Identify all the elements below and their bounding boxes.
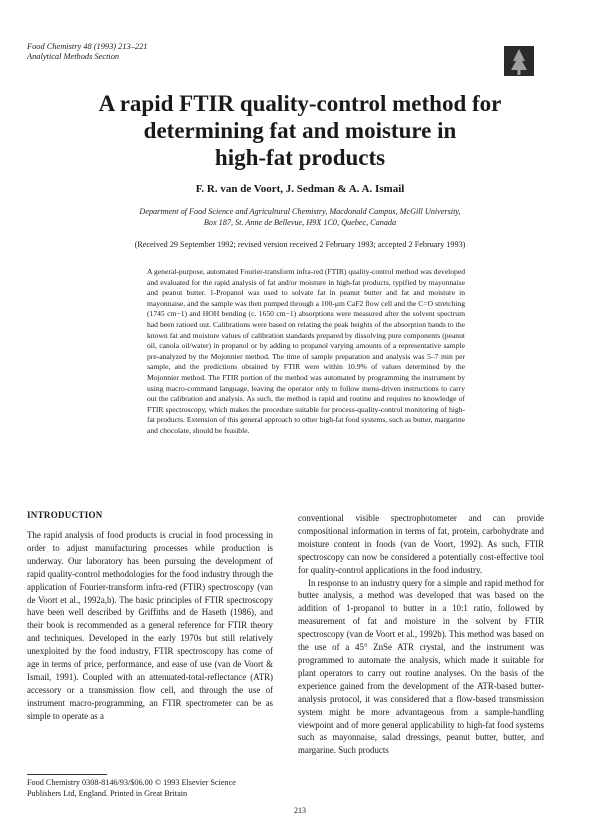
left-column [27,529,273,723]
section-heading-introduction: INTRODUCTION [27,510,103,520]
page-number: 213 [294,806,306,815]
paragraph: conventional visible spectrophotometer and can provide compositional information in terms of fat, protein, carbohydrate and moisture content in foods (van de Voort, 1992). As such, FTIR spectroscopy can now be considered a potentially cost-effective tool for quality-control applications in the food industry. [298,513,544,575]
journal-line-1: Food Chemistry 48 (1993) 213–221 [27,42,148,51]
right-column [298,512,544,757]
authors: F. R. van de Voort, J. Sedman & A. A. Ismail [195,183,405,195]
paragraph: The rapid analysis of food products is crucial in food processing in order to adjust manufacturing processes while production is underway. Our laboratory has been pursuing the development of rapid quality-control methodologies for the food industry through the application of Fourier-transform infra-red (FTIR) spectroscopy (van de Voort et al., 1992a,b). The basic principles of FTIR spectroscopy have been well described by Griffiths and de Haseth (1986), and their book is recommended as a general reference for FTIR theory and techniques. Developed in the early 1970s but still relatively unexploited by the food industry, FTIR spectroscopy has come of age in terms of price, performance, and ease of use (van de Voort & Ismail, 1991). Coupled with an attenuated-total-reflectance (ATR) accessory or a transmission flow cell, and through the use of instrument macro-programming, an FTIR spectrometer can be as simple to operate as a [27,530,273,721]
footnote [27,777,277,799]
title-line-1: A rapid FTIR quality-control method for [98,91,502,116]
article-title [0,90,600,171]
affiliation [60,207,540,228]
footnote-line-2: Publishers Ltd, England. Printed in Great Britain [27,789,188,798]
title-line-3: high-fat products [214,145,386,170]
received-dates: (Received 29 September 1992; revised version received 2 February 1993; accepted 2 February 1993) [134,240,466,249]
journal-citation [27,42,148,62]
publisher-logo-icon [502,44,536,78]
footnote-divider [27,774,107,775]
affiliation-line-1: Department of Food Science and Agricultural Chemistry, Macdonald Campus, McGill University, [139,207,461,216]
footnote-line-1: Food Chemistry 0308-8146/93/$06.00 © 1993 Elsevier Science [27,778,236,787]
title-line-2: determining fat and moisture in [143,118,457,143]
paragraph: In response to an industry query for a simple and rapid method for butter analysis, a method was developed that was based on the addition of 1-propanol to butter in a 10:1 ratio, followed by measurement of fat and moisture in the solvent by FTIR spectroscopy (van de Voort et al., 1992b). This method was based on the use of a 45° ZnSe ATR crystal, and the instrument was programmed to automate the analysis, which made it suitable for plant operators to carry out routine analyses. On the basis of the experience gained from the development of the ATR-based butter-analysis protocol, it was considered that a flow-based transmission system might be more advantageous from a sample-handling viewpoint and of more general applicability to high-fat food systems such as mayonnaise, salad dressings, peanut butter, butter, and margarine. Such products [298,577,544,756]
abstract: A general-purpose, automated Fourier-transform infra-red (FTIR) quality-control method was developed and evaluated for the rapid analysis of fat and/or moisture in high-fat products, typified by mayonnaise and peanut butter. 1-Propanol was used to solvate fat in peanut butter and fat and moisture in mayonnaise, and the sample was then pumped through a 100-μm CaF2 flow cell and the C=O stretching (1745 cm−1) and HOH bending (c. 1650 cm−1) absorptions were measured after the solvent spectrum had been ratioed out. Calibrations were based on relating the peak heights of the absorption bands to the known fat and moisture values of calibration standards prepared by dissolving pure components (peanut oil, canola oil/water) in propanol or by adding to propanol varying amounts of a representative sample pre-analyzed by the Mojonnier method. The time of sample preparation and analysis was 5–7 min per sample, and the predictions obtained by FTIR were within 10.9% of values determined by the Mojonnier method. The FTIR portion of the method was automated by programming the instrument by using macro-command language, leaving the operator only to follow menu-driven instructions to carry out the calibration and analysis. As such, the method is rapid and routine and requires no knowledge of FTIR spectroscopy, which makes the procedure suitable for process-quality-control monitoring of high-fat products. Extension of this general approach to other high-fat food systems, such as butter, margarine and chocolate, should be feasible. [147,267,465,435]
journal-line-2: Analytical Methods Section [27,52,120,61]
affiliation-line-2: Box 187, St. Anne de Bellevue, H9X 1C0, Quebec, Canada [203,217,397,227]
